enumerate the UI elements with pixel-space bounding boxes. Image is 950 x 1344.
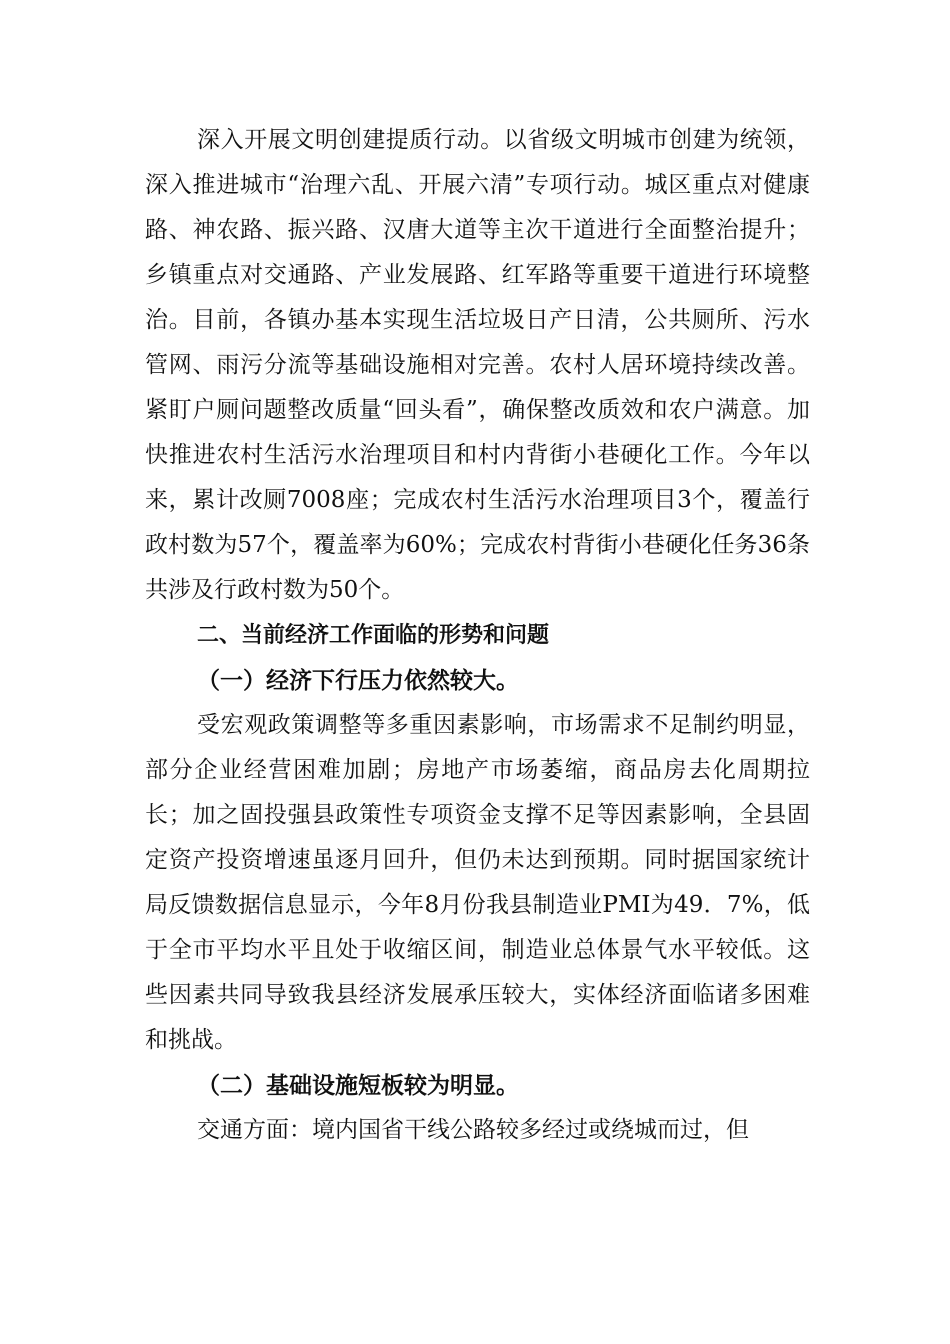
paragraph-transportation: 交通方面：境内国省干线公路较多经过或绕城而过，但 [197, 1117, 749, 1143]
paragraph-downward-pressure: 受宏观政策调整等多重因素影响，市场需求不足制约明显，部分企业经营困难加剧；房地产市场萎缩，商品房去化周期拉长；加之固投强县政策性专项资金支撑不足等因素影响，全县固定资产投资增速虽逐月回升，但仍未达到预期。同时据国家统计局反馈数据信息显示，今年8月份我县制造业PMI为49．7%，低于全市平均水平且处于收缩区间，制造业总体景气水平较低。这些因素共同导致我县经济发展承压较大，实体经济面临诸多困难和挑战。 [145, 712, 810, 1053]
section-heading-economic-situation: 二、当前经济工作面临的形势和问题 [197, 623, 550, 648]
subsection-heading-downward-pressure: （一）经济下行压力依然较大。 [197, 667, 519, 694]
subsection-heading-infrastructure: （二）基础设施短板较为明显。 [197, 1072, 519, 1099]
paragraph-civilization-campaign: 深入开展文明创建提质行动。以省级文明城市创建为统领，深入推进城市“治理六乱、开展六清”专项行动。城区重点对健康路、神农路、振兴路、汉唐大道等主次干道进行全面整治提升；乡镇重点对交通路、产业发展路、红军路等重要干道进行环境整治。目前，各镇办基本实现生活垃圾日产日清，公共厕所、污水管网、雨污分流等基础设施相对完善。农村人居环境持续改善。紧盯户厕问题整改质量“回头看”，确保整改质效和农户满意。加快推进农村生活污水治理项目和村内背街小巷硬化工作。今年以来，累计改厕7008座；完成农村生活污水治理项目3个，覆盖行政村数为57个，覆盖率为60%；完成农村背街小巷硬化任务36条共涉及行政村数为50个。 [145, 127, 810, 603]
document-body [145, 118, 810, 1153]
